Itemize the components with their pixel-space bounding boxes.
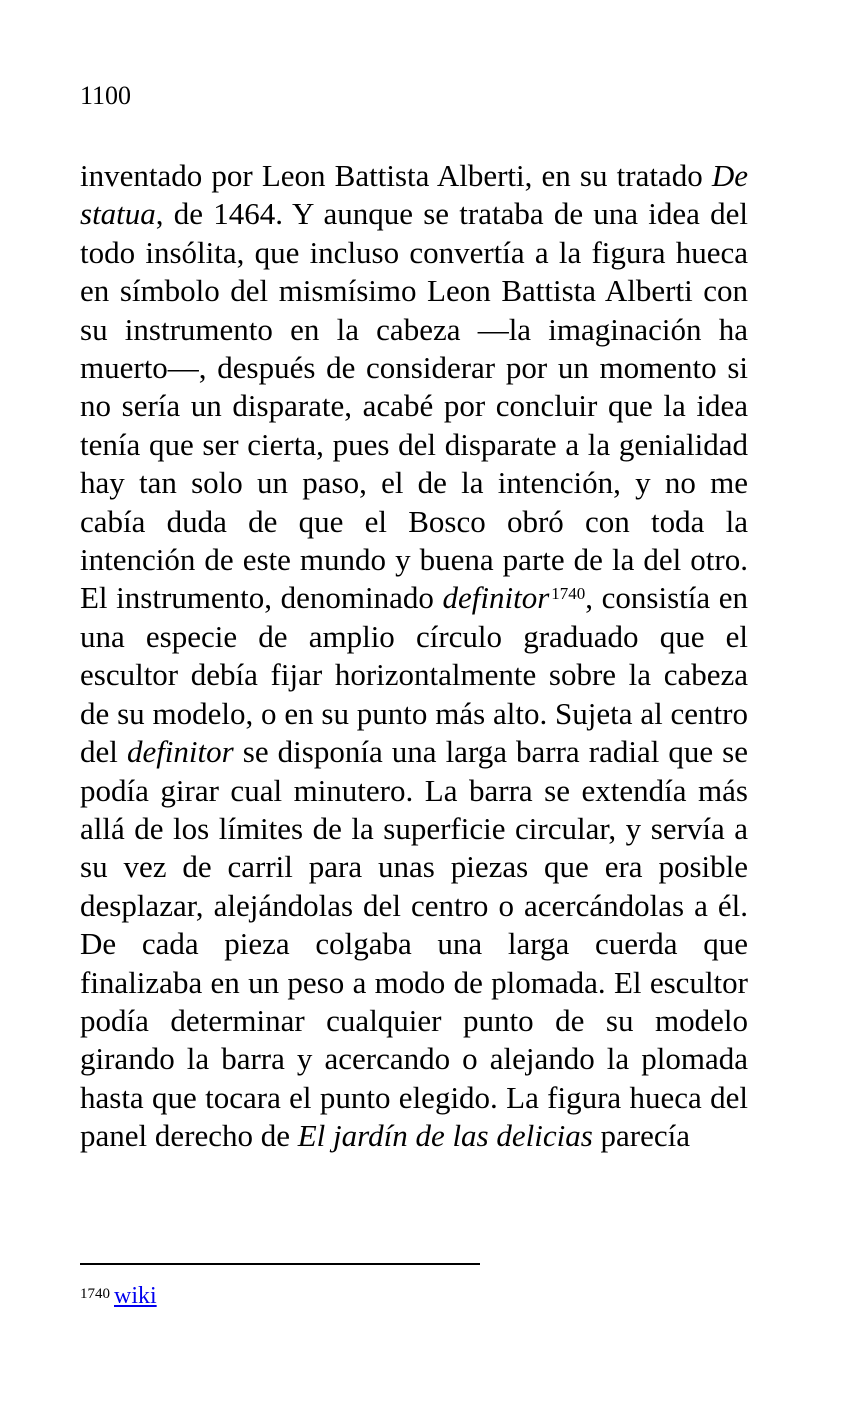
text-run: , consistía en una especie de amplio círculo graduado que el escultor debía fijar horizontalmente sobre la cabeza de su modelo, o en su punto más alto. Sujeta al centro del bbox=[80, 580, 749, 770]
footnote bbox=[80, 1281, 157, 1311]
italic-term-definitor: definitor bbox=[442, 580, 550, 616]
text-run: parecía bbox=[592, 1118, 691, 1154]
italic-term-definitor: definitor bbox=[126, 734, 234, 770]
italic-title-de-statua: De statua bbox=[80, 158, 748, 232]
text-run: , de 1464. Y aunque se trataba de una idea del todo insólita, que incluso convertía a la figura hueca en símbolo del mismísimo Leon Battista Alberti con su instrumento en la cabeza —la imaginación ha muerto—, después de considerar por un momento si no sería un disparate, acabé por concluir que la idea tenía que ser cierta, pues del disparate a la genialidad hay tan solo un paso, el de la intención, y no me cabía duda de que el Bosco obró con toda la intención de este mundo y buena parte de la del otro. El instrumento, denominado bbox=[80, 196, 748, 616]
page-number: 1100 bbox=[80, 81, 132, 110]
footnote-number: 1740 bbox=[80, 1286, 110, 1302]
footnote-reference[interactable]: 1740 bbox=[551, 584, 586, 604]
footnote-separator bbox=[80, 1263, 480, 1265]
italic-title-jardin-delicias: El jardín de las delicias bbox=[297, 1118, 593, 1154]
text-run: se disponía una larga barra radial que se podía girar cual minutero. La barra se extendía más allá de los límites de la superficie circular, y servía a su vez de carril para unas piezas que era posible desplazar, alejándolas del centro o acercándolas a él. De cada pieza colgaba una larga cuerda que finalizaba en un peso a modo de plomada. El escultor podía determinar cualquier punto de su modelo girando la barra y acercando o alejando la plomada hasta que tocara el punto elegido. La figura hueca del panel derecho de bbox=[80, 734, 749, 1154]
body-paragraph bbox=[80, 157, 748, 1156]
wiki-link[interactable]: wiki bbox=[114, 1283, 157, 1309]
text-run: inventado por Leon Battista Alberti, en su tratado bbox=[80, 158, 712, 193]
